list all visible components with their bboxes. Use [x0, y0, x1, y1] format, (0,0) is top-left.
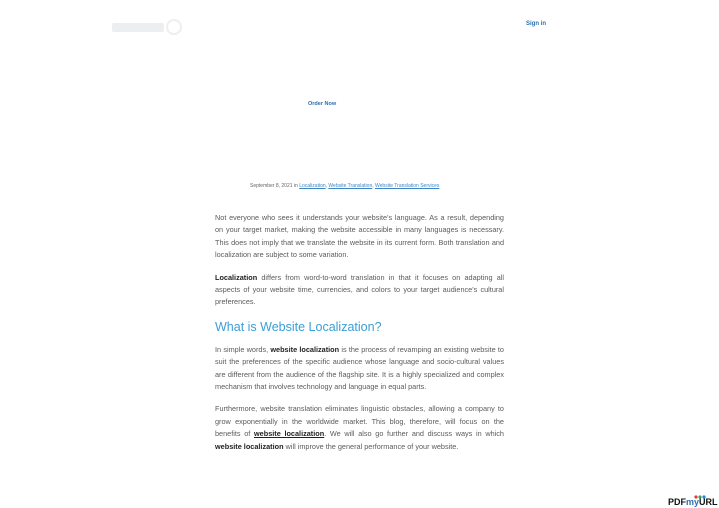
- paragraph-localization: [215, 272, 504, 309]
- category-link-localization[interactable]: Localization: [299, 183, 326, 189]
- brand-logo[interactable]: [112, 16, 182, 38]
- paragraph-text: In simple words,: [215, 344, 271, 354]
- post-date: September 8, 2021: [250, 183, 293, 189]
- category-separator: ,: [372, 183, 376, 189]
- pdf-logo-suffix: URL: [699, 497, 718, 507]
- paragraph-text: differs from word-to-word translation in that it focuses on adapting all aspects of your website time, currencies, and colors to your target audience's cultural preferences.: [215, 272, 504, 307]
- paragraph-intro: Not everyone who sees it understands your website's language. As a result, depending on your target market, making the website accessible in many languages is necessary. This does not imply that we translate the website in its current form. Both translation and localization are subject to some variation.: [215, 213, 504, 260]
- paragraph-benefits: [215, 403, 504, 453]
- bold-term: Localization: [215, 272, 258, 282]
- paragraph-text: Furthermore, website translation eliminates linguistic obstacles, allowing a company to grow exponentially in the worldwide market. This blog, therefore, will focus on the benefits of: [215, 404, 504, 439]
- pdfmyurl-logo[interactable]: [668, 497, 718, 507]
- paragraph-text: . We will also go further and discuss ways in which: [324, 429, 504, 439]
- category-separator: ,: [325, 183, 329, 189]
- pdf-logo-my: my: [686, 497, 700, 507]
- category-link-website-translation[interactable]: Website Translation: [328, 183, 373, 189]
- pdf-logo-prefix: PDF: [668, 497, 686, 507]
- bold-term: website localization: [215, 441, 284, 451]
- website-localization-link[interactable]: website localization: [254, 429, 325, 439]
- category-link-website-translation-services[interactable]: Website Translation Services: [375, 183, 440, 189]
- section-heading: What is Website Localization?: [215, 319, 382, 334]
- paragraph-text: will improve the general performance of your website.: [283, 441, 459, 451]
- post-meta: [250, 183, 439, 189]
- order-now-button[interactable]: Order Now: [308, 101, 337, 107]
- paragraph-definition: [215, 344, 504, 394]
- bold-term: website localization: [270, 344, 340, 354]
- paragraph-text: is the process of revamping an existing website to suit the preferences of the specific audience whose language and socio-cultural values are different from the audience of the flagship site. It is a highly specialized and complex mechanism that involves technology and language in equal parts.: [215, 344, 504, 392]
- in-word: in: [293, 183, 298, 189]
- sign-in-link[interactable]: Sign in: [526, 21, 546, 27]
- article-body: [215, 212, 504, 463]
